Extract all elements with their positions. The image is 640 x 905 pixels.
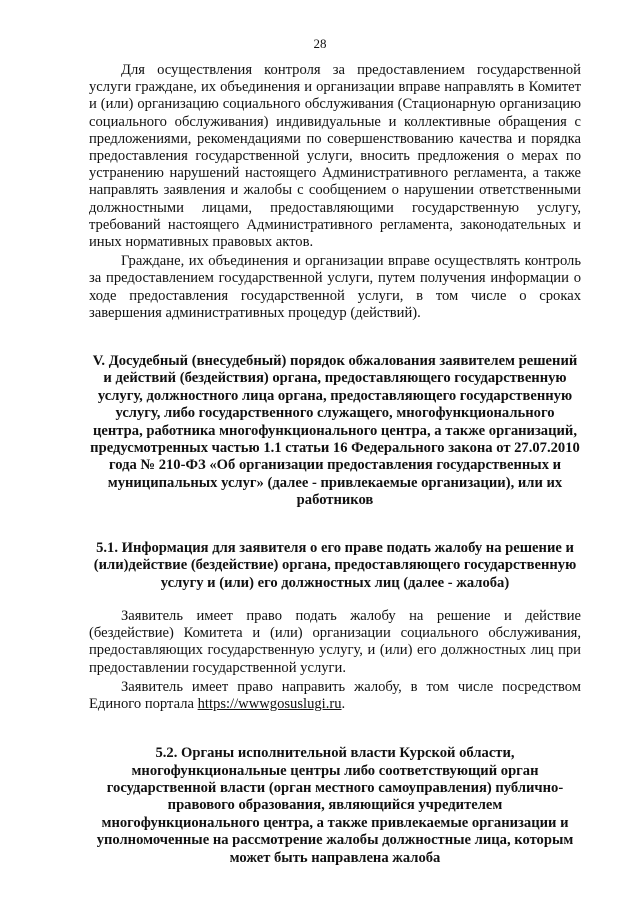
paragraph-control-proposals: Для осуществления контроля за предоставлением государственной услуги граждане, их объединения и организации вправе направлять в Комитет и (или) организацию социального обслуживания (Стационарную организацию социального обслуживания) индивидуальные и коллективные обращения с предложениями, рекомендациями по совершенствованию качества и порядка предоставления государственной услуги, вносить предложения о мерах по устранению нарушений настоящего Административного регламента, а также направлять заявления и жалобы с сообщением о нарушении ответственными должностными лицами, предоставляющими государственную услугу, требований настоящего Административного регламента, законодательных и иных нормативных правовых актов.: [89, 62, 581, 251]
subsection-5-1-heading: 5.1. Информация для заявителя о его праве подать жалобу на решение и (или)действие (бездействие) органа, предоставляющего государственную услугу и (или) его должностных лиц (далее - жалоба): [93, 539, 577, 591]
gosuslugi-link[interactable]: https://wwwgosuslugi.ru: [197, 695, 342, 712]
paragraph-complaint-portal: [89, 679, 581, 713]
subsection-5-2-heading: 5.2. Органы исполнительной власти Курской области, многофункциональные центры либо соответствующий орган государственной власти (орган местного самоуправления) публично-правового образования, являющийся учредителем многофункционального центра, а также привлекаемые организации и уполномоченные на рассмотрение жалобы должностные лица, которым может быть направлена жалоба: [96, 745, 574, 866]
paragraph-control-information: Граждане, их объединения и организации вправе осуществлять контроль за предоставлением государственной услуги, путем получения информации о ходе предоставления государственной услуги, в том числе о сроках завершения административных процедур (действий).: [89, 253, 581, 321]
page-content: [89, 62, 581, 867]
section-v-heading: V. Досудебный (внесудебный) порядок обжалования заявителем решений и действий (бездействия) органа, предоставляющего государственную услугу, должностного лица органа, предоставляющего государственную услугу, либо государственного служащего, многофункционального центра, работника многофункционального центра, а также организаций, предусмотренных частью 1.1 статьи 16 Федерального закона от 27.07.2010 года № 210-ФЗ «Об организации предоставления государственных и муниципальных услуг» (далее - привлекаемые организации), или их работников: [90, 353, 580, 509]
paragraph-complaint-right: Заявитель имеет право подать жалобу на решение и действие (бездействие) Комитета и (или) организации социального обслуживания, предоставляющих государственную услугу, и (или) его должностных лиц при предоставлении государственной услуги.: [89, 607, 581, 676]
page-number: 28: [313, 36, 327, 51]
portal-text: Заявитель имеет право направить жалобу, в том числе посредством Единого портала: [89, 678, 581, 712]
portal-text-end: .: [341, 695, 346, 712]
